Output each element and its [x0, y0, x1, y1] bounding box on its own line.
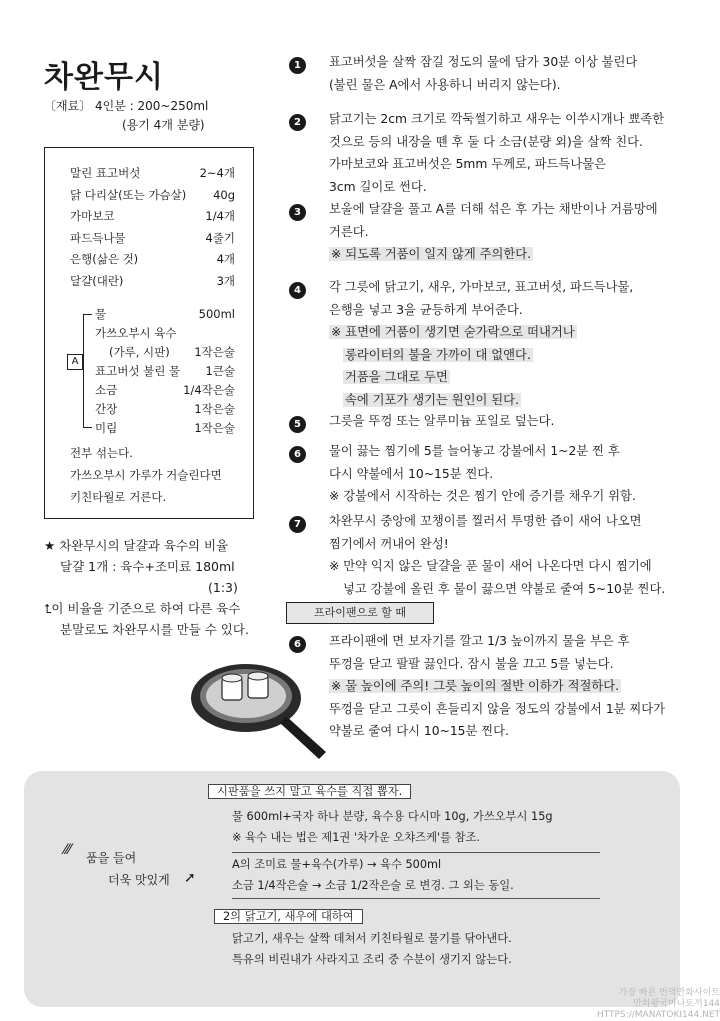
divider [232, 852, 600, 853]
ingredient-row: 말린 표고버섯 2~4개 [70, 166, 235, 180]
ingredient-row: 가쓰오부시 육수 [95, 326, 177, 340]
step-3-number: 3 [289, 204, 306, 221]
ingredient-row: 파드득나물 4줄기 [70, 230, 235, 245]
ingredient-row: 은행(삶은 것) 4개 [70, 252, 235, 266]
turn-arrow-icon: ⮤ [44, 601, 52, 616]
step-7-number: 7 [289, 516, 306, 533]
step-5-number: 5 [289, 416, 306, 433]
step-4-text: 각 그릇에 닭고기, 새우, 가마보코, 표고버섯, 파드득나물, 은행을 넣고 3을 균등하게 부어준다. ※ 표면에 거품이 생기면 숟가락으로 떠내거나 롱라이터의 불을 가까이 대 없앤다. 거품을 그대로 두면 속에 기포가 생기는 원인이 된다. [329, 280, 634, 407]
step-2-text: 닭고기는 2cm 크기로 깍둑썰기하고 새우는 이쑤시개나 뾰족한 것으로 등의 내장을 뗀 후 둘 다 소금(분량 외)을 살짝 친다. 가마보코와 표고버섯은 5mm 두께로, 파드득나물은 3cm 길이로 썬다. [329, 112, 665, 194]
step-4-number: 4 [289, 282, 306, 299]
divider [232, 898, 600, 899]
ingredient-row: 미림 1작은술 [95, 421, 235, 435]
ingredient-row: 물 500ml [95, 307, 235, 321]
serving-size: 〔재료〕 4인분 : 200~250ml [44, 99, 209, 113]
step-6-number: 6 [289, 446, 306, 463]
step-1-text: 표고버섯을 살짝 잠길 정도의 물에 담가 30분 이상 불린다 (불린 물은 A에서 사용하니 버리지 않는다). [329, 55, 638, 92]
tip-3-heading: 2의 닭고기, 새우에 대하여 [214, 906, 363, 927]
ingredients-box [44, 147, 254, 519]
star-icon: ★ [44, 538, 56, 553]
step-2-number: 2 [289, 114, 306, 131]
tips-side-title-1: 품을 들여 [86, 851, 137, 865]
group-a-bracket [83, 314, 92, 428]
tip-1-heading: 시판품을 쓰지 말고 육수를 직접 뽑자. [208, 781, 411, 802]
recipe-title: 차완무시 [44, 60, 164, 95]
group-a-list [95, 305, 235, 438]
sparkle-icon: ⁄⁄⁄ [64, 842, 72, 858]
step-6-text: 물이 끓는 찜기에 5를 늘어놓고 강불에서 1~2분 찐 후 다시 약불에서 10~15분 찐다. ※ 강불에서 시작하는 것은 찜기 안에 증기를 채우기 위함. [329, 444, 636, 503]
ingredient-row: 닭 다리살(또는 가슴살) 40g [70, 187, 235, 202]
frying-pan-illustration [186, 656, 336, 776]
ratio-note: ★ 차완무시의 달걀과 육수의 비율 달걀 1개 : 육수+조미료 180ml (1:3) ⮤이 비율을 기준으로 하여 다른 육수 분말로도 차완무시를 만들 수 있다. [44, 538, 249, 637]
step-3-text: 보울에 달걀을 풀고 A를 더해 섞은 후 가는 채반이나 거름망에 거른다. ※ 되도록 거품이 일지 않게 주의한다. [329, 202, 658, 261]
frypan-step-number: 6 [289, 636, 306, 653]
tip-3-body: 닭고기, 새우는 살짝 데쳐서 키친타월로 물기를 닦아낸다. 특유의 비린내가 사라지고 조리 중 수분이 생기지 않는다. [232, 932, 512, 966]
tips-side-title-2: 더욱 맛있게 [108, 873, 170, 887]
serving-containers: (용기 4개 분량) [122, 118, 205, 132]
ingredient-row: 가마보코 1/4개 [70, 209, 235, 223]
frypan-step-text: 프라이팬에 면 보자기를 깔고 1/3 높이까지 물을 부은 후 뚜껑을 닫고 팔팔 끓인다. 잠시 불을 끄고 5를 넣는다. ※ 물 높이에 주의! 그릇 높이의 절반 이하가 적절하다. 뚜껑을 닫고 그릇이 흔들리지 않을 정도의 강불에서 1분 찌다가 약불로 줄여 다시 10~15분 찐다. [329, 634, 666, 738]
ingredient-list [70, 163, 235, 292]
step-5-text: 그릇을 뚜껑 또는 알루미늄 포일로 덮는다. [329, 414, 555, 428]
frypan-label: 프라이팬으로 할 때 [286, 602, 434, 624]
ingredient-row: (가루, 시판) 1작은술 [109, 345, 235, 359]
box-note: 전부 섞는다. 가쓰오부시 가루가 거슬린다면 키친타월로 거른다. [70, 446, 222, 504]
ingredient-row: 표고버섯 불린 물 1큰술 [95, 364, 235, 378]
step-7-text: 차완무시 중앙에 꼬챙이를 찔러서 투명한 즙이 새어 나오면 찜기에서 꺼내어 완성! ※ 만약 익지 않은 달걀을 푼 물이 새어 나온다면 다시 찜기에 넣고 강불에 올린 후 물이 끓으면 약불로 줄여 5~10분 찐다. [329, 514, 666, 596]
ingredient-row: 간장 1작은술 [95, 402, 235, 416]
watermark: 가장 빠른 번역만화사이트 만화왕국마나토끼144 HTTPS://MANATOKI144.NET [596, 988, 720, 1020]
ingredient-row: 소금 1/4작은술 [95, 383, 235, 397]
ingredient-row: 달걀(대란) 3개 [70, 273, 235, 288]
up-arrow-icon: ➚ [184, 870, 196, 886]
tip-2-body: A의 조미료 물+육수(가루) → 육수 500ml 소금 1/4작은술 → 소금 1/2작은술 로 변경. 그 외는 동일. [232, 858, 514, 892]
step-1-number: 1 [289, 57, 306, 74]
group-a-mark: A [67, 354, 83, 370]
tip-1-body: 물 600ml+국자 하나 분량, 육수용 다시마 10g, 가쓰오부시 15g ※ 육수 내는 법은 제1권 '차가운 오챠즈케'를 참조. [232, 810, 553, 844]
